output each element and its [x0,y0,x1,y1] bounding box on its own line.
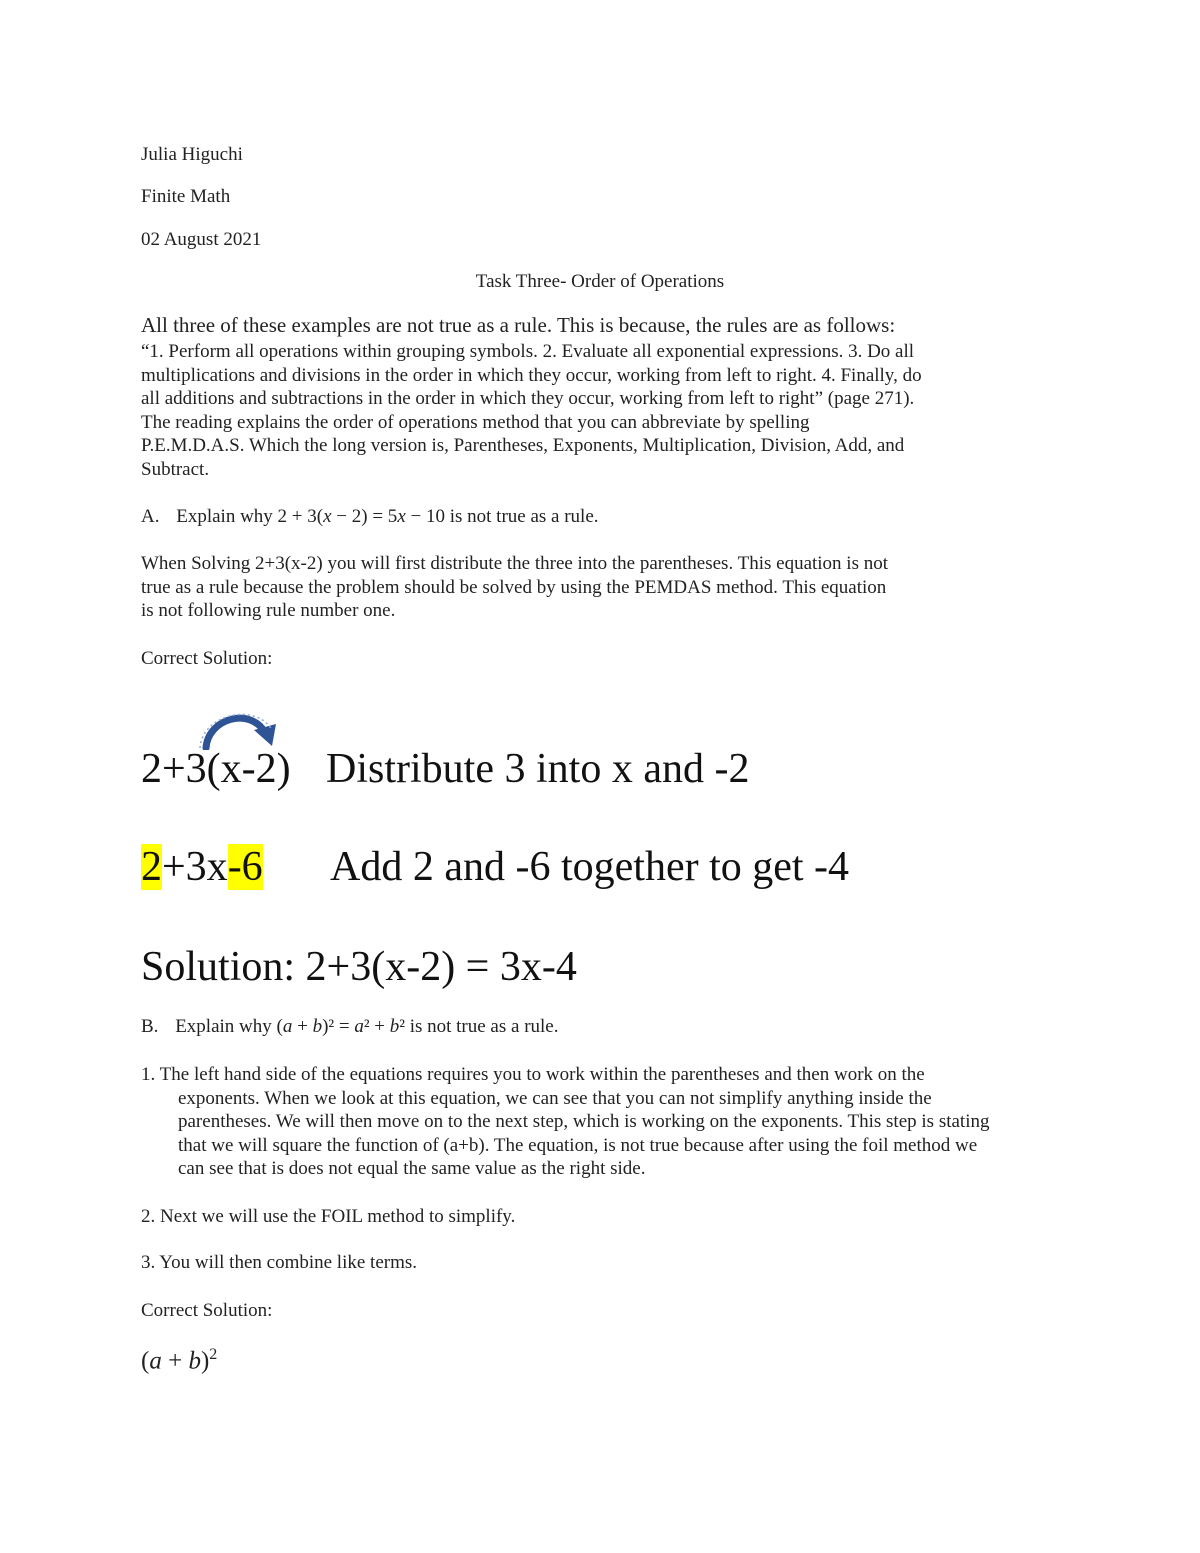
distribute-arrow-icon [196,708,280,750]
answer-b-item-1-line: parentheses. We will then move on to the next step, which is working on the exponents. This step is stating [178,1111,990,1132]
close-paren: ) [200,1347,210,1375]
answer-a-line: is not following rule number one. [141,600,396,621]
square-exponent: ² [399,1016,405,1037]
correct-solution-label-a: Correct Solution: [141,648,273,669]
course-name: Finite Math [141,186,231,207]
intro-line: Subtract. [141,458,210,480]
author-name: Julia Higuchi [141,144,243,165]
question-a-prompt-pre: Explain why 2 + 3( [176,506,324,527]
var-b: b [312,1016,323,1037]
question-a [141,505,599,529]
var-b: b [188,1347,201,1375]
open-paren: ( [141,1347,150,1375]
highlighted-term: -6 [227,844,263,890]
var-x: x [323,506,332,527]
question-b-prompt-post: is not true as a rule. [404,1016,559,1037]
step-2-expression [141,843,263,891]
var-b: b [389,1016,400,1037]
plus-sign: + [369,1016,390,1037]
answer-a-line: true as a rule because the problem should be solved by using the PEMDAS method. This equation [141,576,887,598]
var-a: a [354,1016,364,1037]
square-exponent: ² [363,1016,370,1037]
intro-line: all additions and subtractions in the order in which they occur, working from left to right” (page 271). [141,388,915,409]
exponent: 2 [209,1346,218,1363]
intro-line: The reading explains the order of operations method that you can abbreviate by spelling [141,411,810,433]
answer-b-item-3: 3. You will then combine like terms. [141,1252,418,1273]
solution-a: Solution: 2+3(x-2) = 3x-4 [141,944,577,990]
step-1-expression: 2+3(x-2) [141,746,291,792]
document-date: 02 August 2021 [141,229,262,250]
question-b [141,1015,558,1039]
step-1-note: Distribute 3 into x and -2 [326,746,750,792]
intro-line: “1. Perform all operations within grouping symbols. 2. Evaluate all exponential expressions. 3. Do all [141,341,915,362]
intro-lead: All three of these examples are not true as a rule. This is because, the rules are as follows: [141,313,896,337]
answer-b-item-2: 2. Next we will use the FOIL method to simplify. [141,1206,516,1227]
answer-b-item-1-line: can see that is does not equal the same value as the right side. [178,1158,646,1179]
var-a: a [149,1347,162,1375]
document-title: Task Three- Order of Operations [475,271,725,292]
answer-b-item-1: 1. The left hand side of the equations requires you to work within the parentheses and then work on the [141,1064,925,1085]
plus-sign: + [161,1347,189,1375]
intro-line: P.E.M.D.A.S. Which the long version is, Parentheses, Exponents, Multiplication, Division, Add, and [141,435,905,456]
plus-sign: + [292,1016,313,1037]
correct-solution-label-b: Correct Solution: [141,1300,273,1321]
highlighted-term: 2 [141,844,162,890]
question-b-label: B. [141,1016,159,1037]
solution-b-expression [141,1340,217,1376]
step-2-note: Add 2 and -6 together to get -4 [330,844,850,890]
answer-b-item-1-line: that we will square the function of (a+b). The equation, is not true because after using the foil method we [178,1134,978,1156]
step-2-middle: +3x [162,844,228,890]
intro-line: multiplications and divisions in the order in which they occur, working from left to right. 4. Finally, do [141,364,922,386]
var-a: a [282,1016,293,1037]
var-x: x [397,506,406,527]
answer-b-item-1-line: exponents. When we look at this equation, we can see that you can not simplify anything inside the [178,1087,932,1109]
question-a-label: A. [141,506,160,527]
question-a-prompt-post: − 10 is not true as a rule. [405,506,599,527]
question-a-prompt-mid: − 2) = 5 [331,506,398,527]
answer-a-line: When Solving 2+3(x-2) you will first distribute the three into the parentheses. This equation is not [141,553,889,574]
question-b-prompt-pre: Explain why ( [175,1016,283,1037]
question-b-prompt-mid: )² = [322,1016,355,1037]
